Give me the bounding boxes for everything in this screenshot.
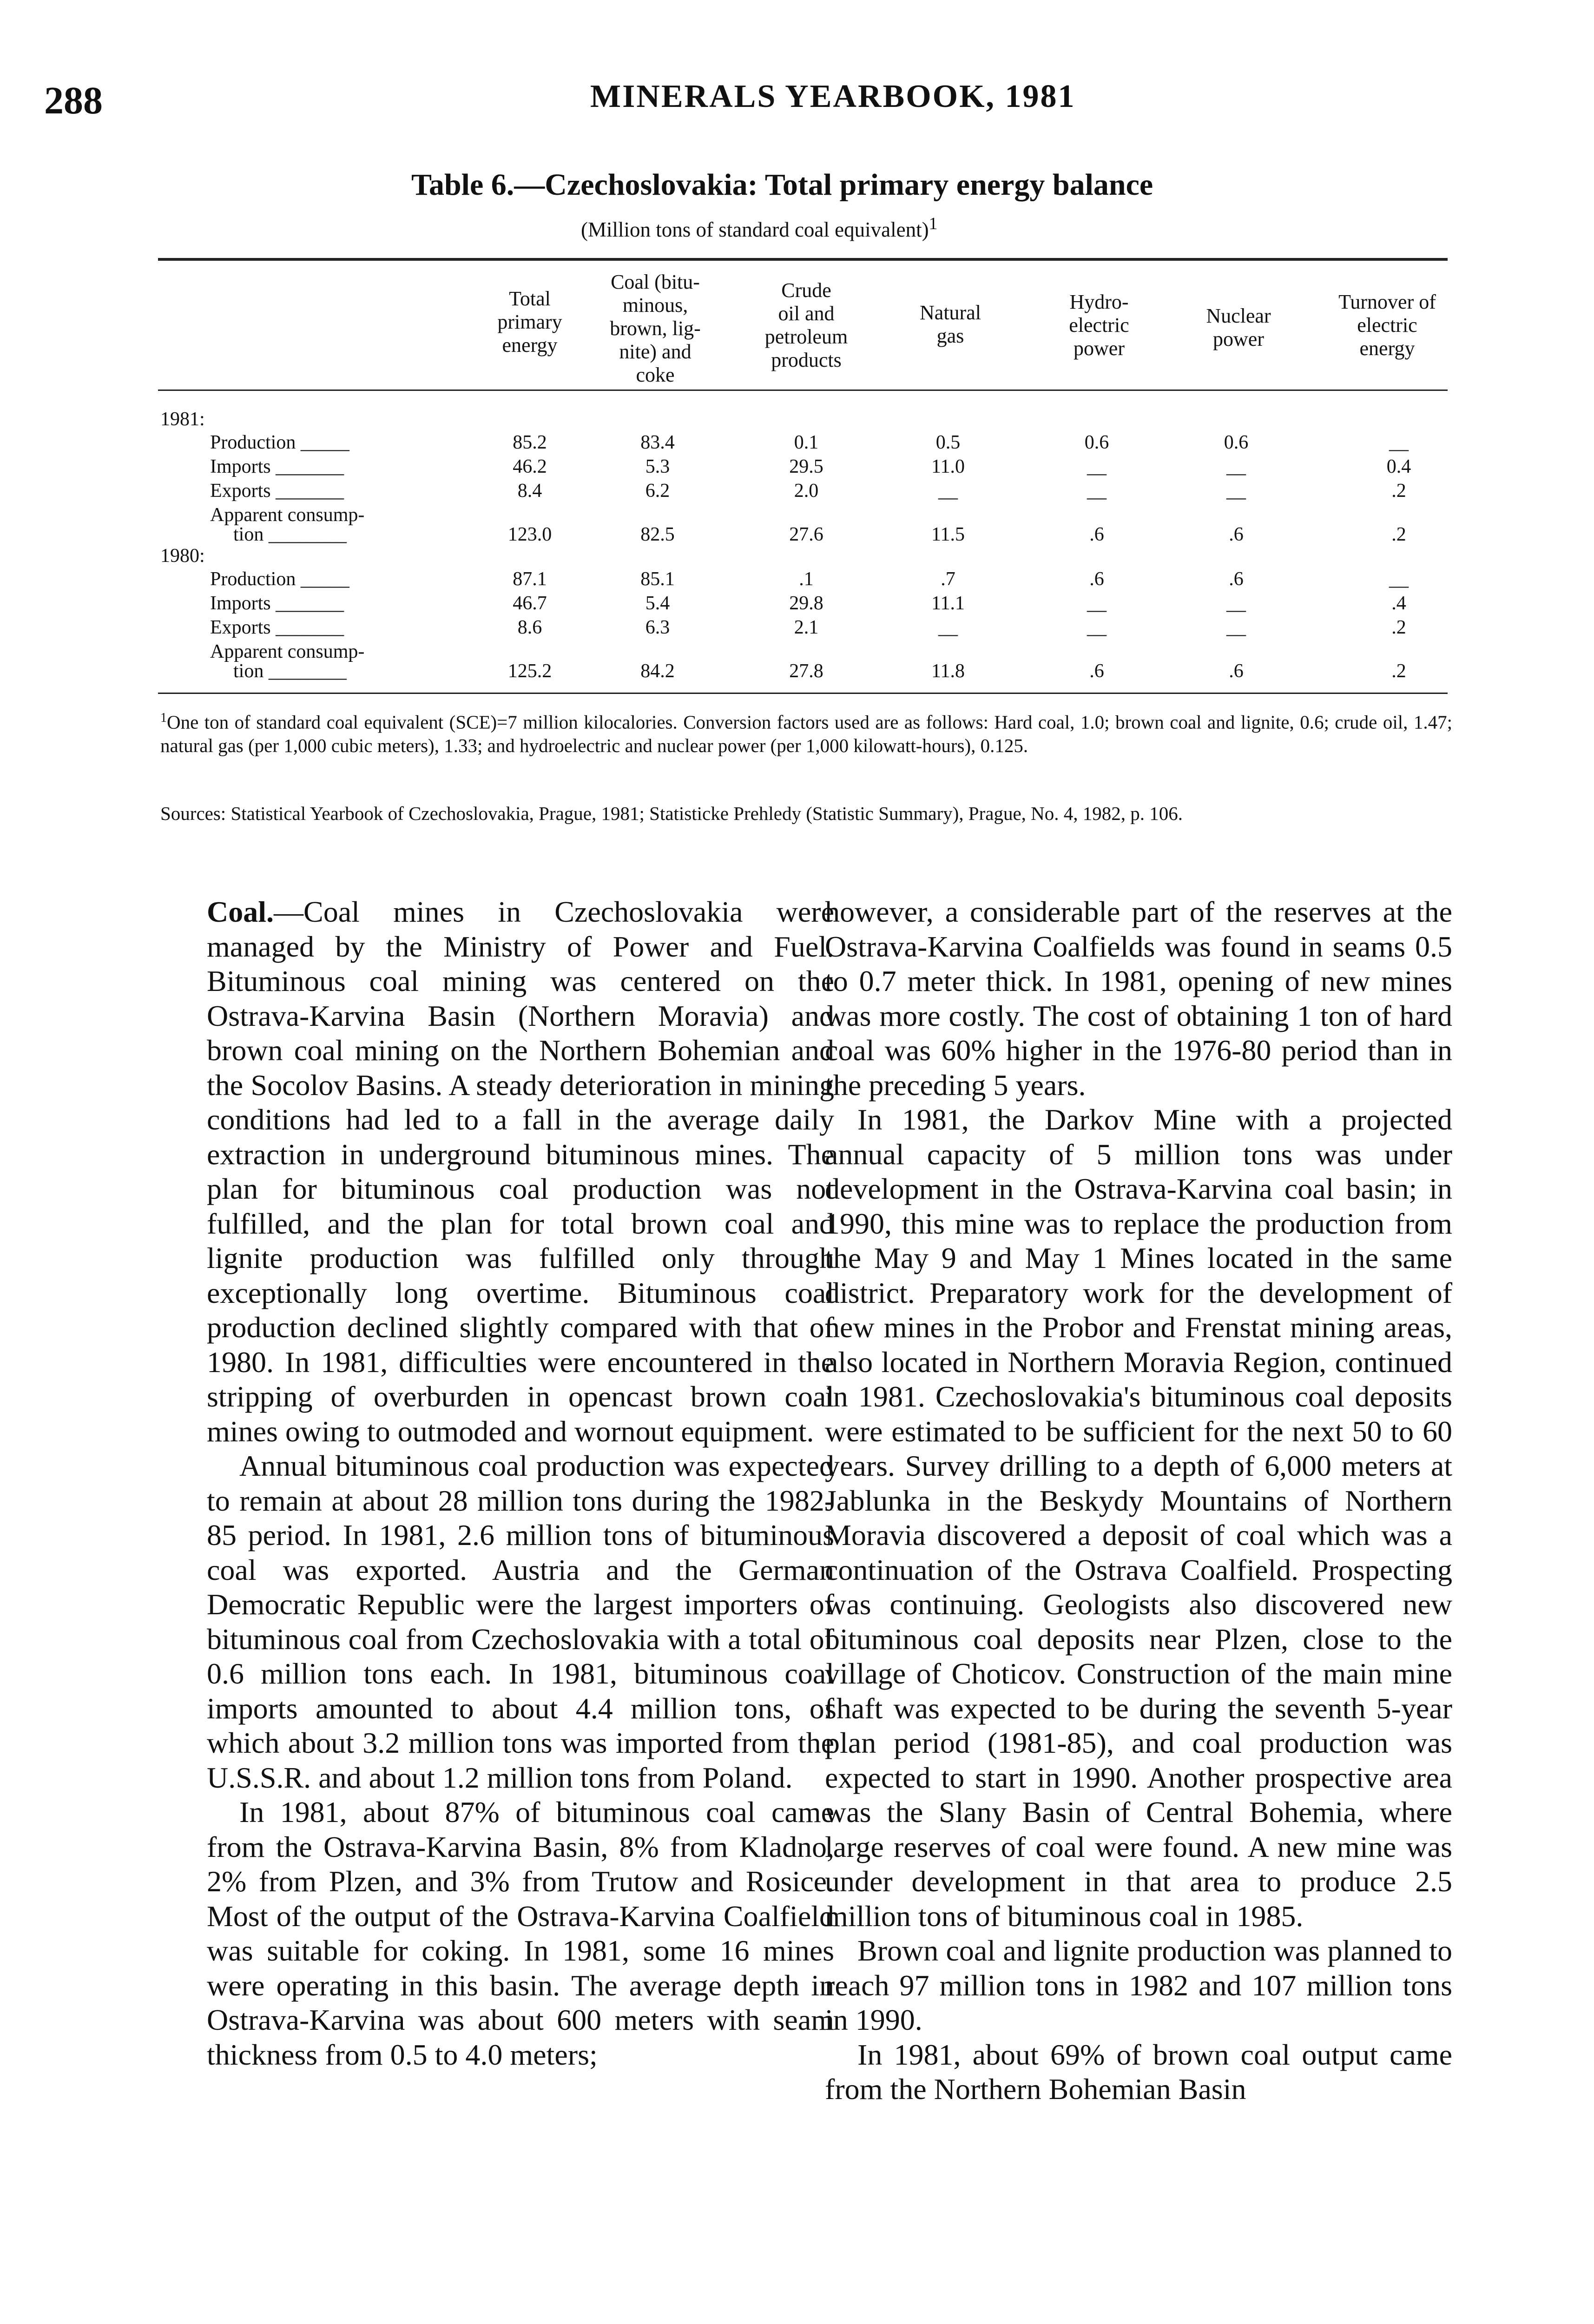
paragraph: In 1981, the Darkov Mine with a projected annual capacity of 5 million tons was under development in the Ostrava-Karvina coal basin; in 1990, this mine was to replace the production from the May 9 and May 1 Mines located in the same district. Preparatory work for the development of new mines in the Probor and Frenstat mining areas, also located in Northern Moravia Region, continued in 1981. Czechoslovakia's bituminous coal deposits were estimated to be sufficient for the next 50 to 60 years. Survey drilling to a depth of 6,000 meters at Jablunka in the Beskydy Mountains of Northern Moravia discovered a deposit of coal which was a continuation of the Ostrava Coalfield. Prospecting was continuing. Geologists also discovered new bituminous coal deposits near Plzen, close to the village of Choticov. Construction of the main mine shaft was expected to be during the seventh 5-year plan period (1981-85), and coal production was expected to start in 1990. Another prospective area was the Slany Basin of Central Bohemia, where large reserves of coal were found. A new mine was under development in that area to produce 2.5 million tons of bituminous coal in 1985. bbox=[825, 1103, 1452, 1933]
table-cell: __ bbox=[938, 480, 958, 502]
table-cell: 5.3 bbox=[645, 456, 670, 477]
table-cell: .6 bbox=[1229, 660, 1244, 682]
table-cell: 46.7 bbox=[513, 593, 547, 614]
table-cell: __ bbox=[1087, 617, 1107, 638]
header-line: Natural bbox=[920, 301, 981, 324]
page-number: 288 bbox=[44, 79, 103, 122]
table-cell: 85.2 bbox=[513, 432, 547, 453]
year-label: 1981: bbox=[160, 409, 205, 430]
table-cell: 0.6 bbox=[1084, 432, 1109, 453]
header-line: minous, bbox=[622, 294, 688, 317]
table-top-rule bbox=[158, 258, 1448, 261]
running-head: MINERALS YEARBOOK, 1981 bbox=[590, 79, 1076, 114]
table-cell: 11.0 bbox=[931, 456, 965, 477]
year-label: 1980: bbox=[160, 545, 205, 567]
table-subtitle-footnote-marker: 1 bbox=[929, 214, 938, 233]
column-header-natural-gas bbox=[904, 301, 997, 348]
table-cell: 29.8 bbox=[789, 593, 823, 614]
paragraph: In 1981, about 69% of brown coal output came from the Northern Bohemian Basin bbox=[825, 2038, 1452, 2106]
header-line: products bbox=[771, 349, 842, 371]
table-cell: 5.4 bbox=[645, 593, 670, 614]
table-cell: 27.6 bbox=[789, 524, 823, 545]
table-cell: 29.5 bbox=[789, 456, 823, 477]
table-cell: .2 bbox=[1391, 480, 1406, 502]
header-line: oil and bbox=[778, 302, 835, 325]
paragraph: Brown coal and lignite production was planned to reach 97 million tons in 1982 and 107 million tons in 1990. bbox=[825, 1934, 1452, 2036]
table-cell: .6 bbox=[1089, 524, 1104, 545]
header-line: energy bbox=[1359, 337, 1415, 360]
table-cell: __ bbox=[1389, 568, 1409, 590]
table-cell: .2 bbox=[1391, 660, 1406, 682]
table-cell: __ bbox=[1087, 480, 1107, 502]
row-label: Exports _______ bbox=[210, 617, 344, 638]
header-line: coke bbox=[636, 363, 675, 386]
header-line: gas bbox=[936, 324, 964, 347]
row-label: Production _____ bbox=[210, 432, 349, 453]
row-label: tion ________ bbox=[233, 524, 347, 545]
header-line: Nuclear bbox=[1206, 304, 1271, 327]
table-cell: __ bbox=[1226, 617, 1246, 638]
table-cell: __ bbox=[1087, 593, 1107, 614]
table-cell: 27.8 bbox=[789, 660, 823, 682]
table-cell: __ bbox=[1226, 456, 1246, 477]
table-title: Table 6.—Czechoslovakia: Total primary energy balance bbox=[411, 168, 1153, 202]
table-cell: 11.8 bbox=[931, 660, 965, 682]
paragraph bbox=[207, 895, 834, 1449]
footnote-marker: 1 bbox=[160, 711, 167, 725]
header-line: Crude bbox=[781, 279, 831, 302]
column-header-nuclear bbox=[1190, 304, 1287, 351]
table-cell: .6 bbox=[1229, 524, 1244, 545]
table-cell: 85.1 bbox=[640, 568, 675, 590]
table-cell: .6 bbox=[1089, 568, 1104, 590]
table-cell: 0.5 bbox=[935, 432, 961, 453]
column-header-turnover bbox=[1320, 290, 1455, 360]
table-cell: 83.4 bbox=[640, 432, 675, 453]
column-header-total bbox=[481, 287, 579, 357]
table-sources: Sources: Statistical Yearbook of Czechoslovakia, Prague, 1981; Statisticke Prehledy (Statistic Summary), Prague, No. 4, 1982, p. 106. bbox=[160, 803, 1183, 824]
table-cell: 2.0 bbox=[794, 480, 819, 502]
table-cell: __ bbox=[938, 617, 958, 638]
table-cell: 8.4 bbox=[517, 480, 542, 502]
table-cell: 82.5 bbox=[640, 524, 675, 545]
section-heading: Coal. bbox=[207, 895, 274, 928]
table-cell: 123.0 bbox=[507, 524, 552, 545]
table-cell: 0.6 bbox=[1224, 432, 1249, 453]
header-line: brown, lig- bbox=[610, 317, 701, 340]
column-header-crude bbox=[744, 279, 869, 372]
header-line: nite) and bbox=[619, 340, 692, 363]
table-cell: __ bbox=[1226, 480, 1246, 502]
column-header-coal bbox=[597, 271, 713, 387]
table-header-rule bbox=[158, 390, 1448, 391]
table-cell: .6 bbox=[1089, 660, 1104, 682]
table-cell: 84.2 bbox=[640, 660, 675, 682]
paragraph: In 1981, about 87% of bituminous coal came from the Ostrava-Karvina Basin, 8% from Kladno, 2% from Plzen, and 3% from Trutow and Rosice. Most of the output of the Ostrava-Karvina Coalfield was suitable for coking. In 1981, some 16 mines were operating in this basin. The average depth in Ostrava-Karvina was about 600 meters with seam thickness from 0.5 to 4.0 meters; bbox=[207, 1796, 834, 2071]
left-column bbox=[207, 895, 834, 2072]
row-label: Imports _______ bbox=[210, 456, 344, 477]
table-cell: 0.4 bbox=[1386, 456, 1411, 477]
table-cell: 2.1 bbox=[794, 617, 819, 638]
paragraph-text: —Coal mines in Czechoslovakia were managed by the Ministry of Power and Fuel. Bituminous coal mining was centered on the Ostrava-Karvina Basin (Northern Moravia) and brown coal mining on the Northern Bohemian and the Socolov Basins. A steady deterioration in mining conditions had led to a fall in the average daily extraction in underground bituminous mines. The plan for bituminous coal production was not fulfilled, and the plan for total brown coal and lignite production was fulfilled only through exceptionally long overtime. Bituminous coal production declined slightly compared with that of 1980. In 1981, difficulties were encountered in the stripping of overburden in opencast brown coal mines owing to outmoded and wornout equipment. bbox=[207, 895, 834, 1448]
table-cell: .6 bbox=[1229, 568, 1244, 590]
right-column bbox=[825, 895, 1452, 2107]
header-line: Total bbox=[509, 287, 551, 310]
table-cell: .4 bbox=[1391, 593, 1406, 614]
header-line: power bbox=[1074, 337, 1125, 360]
table-cell: 11.1 bbox=[931, 593, 965, 614]
header-line: primary bbox=[497, 310, 562, 333]
table-subtitle bbox=[581, 214, 937, 242]
header-line: Turnover of bbox=[1338, 290, 1436, 313]
table-cell: .2 bbox=[1391, 524, 1406, 545]
row-label: Exports _______ bbox=[210, 480, 344, 502]
paragraph: however, a considerable part of the reserves at the Ostrava-Karvina Coalfields was found in seams 0.5 to 0.7 meter thick. In 1981, opening of new mines was more costly. The cost of obtaining 1 ton of hard coal was 60% higher in the 1976-80 period than in the preceding 5 years. bbox=[825, 895, 1452, 1102]
row-label: Imports _______ bbox=[210, 593, 344, 614]
table-cell: 11.5 bbox=[931, 524, 965, 545]
table-cell: 46.2 bbox=[513, 456, 547, 477]
header-line: Hydro- bbox=[1069, 290, 1129, 313]
column-header-hydroelectric bbox=[1048, 290, 1150, 360]
header-line: power bbox=[1213, 328, 1264, 350]
table-footnote bbox=[160, 706, 1452, 757]
table-subtitle-text: (Million tons of standard coal equivalent) bbox=[581, 218, 929, 241]
table-cell: 6.3 bbox=[645, 617, 670, 638]
table-cell: 8.6 bbox=[517, 617, 542, 638]
table-cell: .7 bbox=[941, 568, 955, 590]
paragraph: Annual bituminous coal production was expected to remain at about 28 million tons during the 1982-85 period. In 1981, 2.6 million tons of bituminous coal was exported. Austria and the German Democratic Republic were the largest importers of bituminous coal from Czechoslovakia with a total of 0.6 million tons each. In 1981, bituminous coal imports amounted to about 4.4 million tons, of which about 3.2 million tons was imported from the U.S.S.R. and about 1.2 million tons from Poland. bbox=[207, 1449, 834, 1794]
table-cell: 87.1 bbox=[513, 568, 547, 590]
row-label: Apparent consump- bbox=[210, 641, 365, 662]
header-line: energy bbox=[502, 334, 558, 357]
header-line: petroleum bbox=[764, 325, 848, 348]
table-cell: 0.1 bbox=[794, 432, 819, 453]
table-cell: .1 bbox=[799, 568, 814, 590]
table-cell: __ bbox=[1087, 456, 1107, 477]
table-cell: .2 bbox=[1391, 617, 1406, 638]
table-bottom-rule bbox=[158, 693, 1448, 694]
row-label: Production _____ bbox=[210, 568, 349, 590]
header-line: electric bbox=[1357, 314, 1417, 337]
row-label: Apparent consump- bbox=[210, 504, 365, 526]
footnote-text: One ton of standard coal equivalent (SCE)=7 million kilocalories. Conversion factors used are as follows: Hard coal, 1.0; brown coal and lignite, 0.6; crude oil, 1.47; natural gas (per 1,000 cubic meters), 1.33; and hydroelectric and nuclear power (per 1,000 kilowatt-hours), 0.125. bbox=[160, 711, 1452, 756]
header-line: Coal (bitu- bbox=[611, 271, 700, 293]
row-label: tion ________ bbox=[233, 660, 347, 682]
header-line: electric bbox=[1069, 314, 1129, 337]
table-cell: __ bbox=[1389, 432, 1409, 453]
table-cell: 125.2 bbox=[507, 660, 552, 682]
table-cell: __ bbox=[1226, 593, 1246, 614]
table-cell: 6.2 bbox=[645, 480, 670, 502]
